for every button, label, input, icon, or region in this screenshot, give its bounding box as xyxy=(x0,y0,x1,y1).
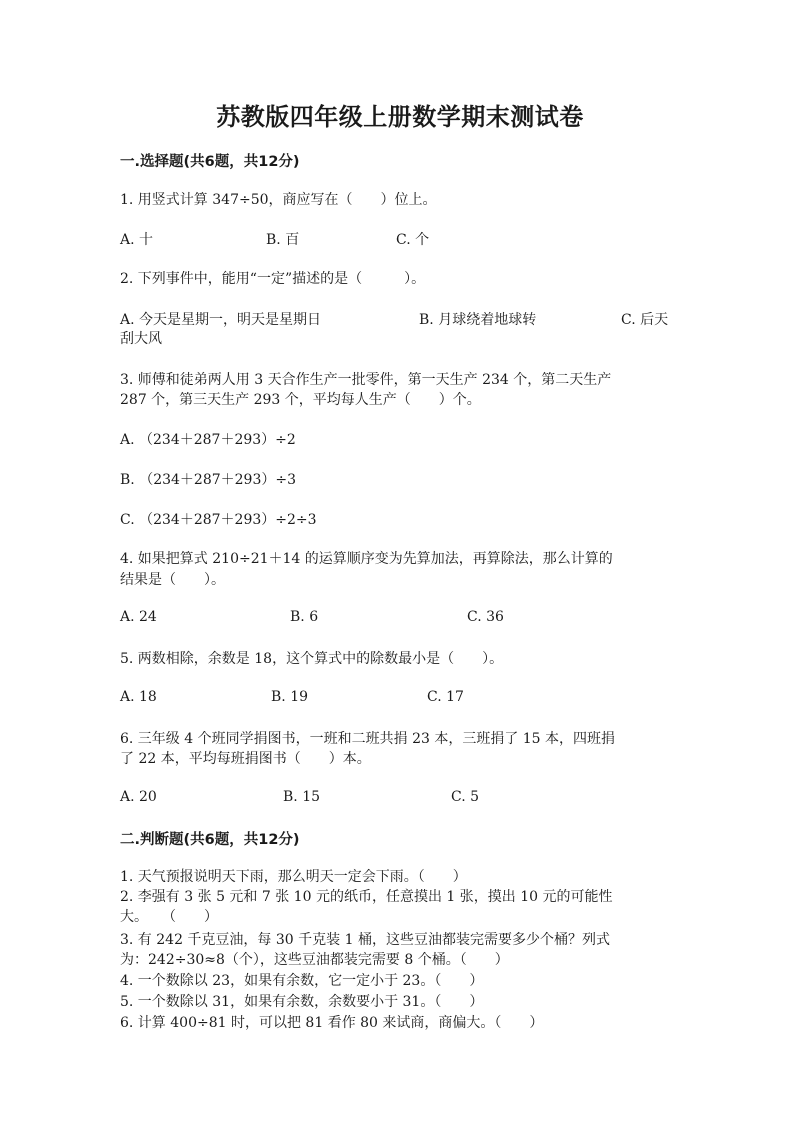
question-2-text: 2. 下列事件中，能用“一定”描述的是（ ）。 xyxy=(120,271,426,287)
question-6-text-line-1: 6. 三年级 4 个班同学捐图书，一班和二班共捐 23 本，三班捐了 15 本，四班捐 xyxy=(120,731,616,747)
question-5-text: 5. 两数相除，余数是 18，这个算式中的除数最小是（ ）。 xyxy=(120,651,504,667)
judgement-line-6: 4. 一个数除以 23，如果有余数，它一定小于 23。（ ） xyxy=(120,973,484,989)
question-1-text: 1. 用竖式计算 347÷50，商应写在（ ）位上。 xyxy=(120,192,437,208)
question-5-option-a: A. 18 xyxy=(120,689,157,705)
page-title: 苏教版四年级上册数学期末测试卷 xyxy=(216,102,584,131)
judgement-line-4: 3. 有 242 千克豆油，每 30 千克装 1 桶，这些豆油都装完需要多少个桶？列式 xyxy=(120,932,610,948)
question-4-option-b: B. 6 xyxy=(290,609,319,625)
question-5-option-c: C. 17 xyxy=(427,689,464,705)
judgement-line-7: 5. 一个数除以 31，如果有余数，余数要小于 31。（ ） xyxy=(120,994,484,1010)
question-4-option-c: C. 36 xyxy=(467,609,504,625)
question-3-option-a: A. （234＋287＋293）÷2 xyxy=(120,432,296,448)
question-6-option-c: C. 5 xyxy=(451,789,480,805)
question-1-option-c: C. 个 xyxy=(396,232,430,248)
question-4-option-a: A. 24 xyxy=(120,609,157,625)
question-2-option-b: B. 月球绕着地球转 xyxy=(419,312,537,328)
question-2-option-c-continued: 刮大风 xyxy=(120,331,162,347)
judgement-line-5: 为：242÷30≈8（个），这些豆油都装完需要 8 个桶。（ ） xyxy=(120,952,509,968)
question-2-option-c: C. 后天 xyxy=(621,312,669,328)
judgement-line-8: 6. 计算 400÷81 时，可以把 81 看作 80 来试商，商偏大。（ ） xyxy=(120,1015,544,1031)
question-5-option-b: B. 19 xyxy=(271,689,309,705)
judgement-line-1: 1. 天气预报说明天下雨，那么明天一定会下雨。（ ） xyxy=(120,869,467,885)
section-heading-judgement: 二.判断题(共6题，共12分) xyxy=(120,832,300,848)
question-1-option-b: B. 百 xyxy=(266,232,300,248)
question-3-text-line-2: 287 个，第三天生产 293 个，平均每人生产（ ）个。 xyxy=(120,392,481,408)
question-4-text-line-2: 结果是（ ）。 xyxy=(120,572,225,588)
question-3-text-line-1: 3. 师傅和徒弟两人用 3 天合作生产一批零件，第一天生产 234 个，第二天生产 xyxy=(120,372,612,388)
question-6-text-line-2: 了 22 本，平均每班捐图书（ ）本。 xyxy=(120,751,371,767)
question-3-option-b: B. （234＋287＋293）÷3 xyxy=(120,472,296,488)
question-1-option-a: A. 十 xyxy=(120,232,154,248)
judgement-line-3: 大。 （ ） xyxy=(120,909,218,925)
question-6-option-a: A. 20 xyxy=(120,789,157,805)
section-heading-choice: 一.选择题(共6题，共12分) xyxy=(120,154,300,170)
question-2-option-a: A. 今天是星期一，明天是星期日 xyxy=(120,312,322,328)
judgement-line-2: 2. 李强有 3 张 5 元和 7 张 10 元的纸币，任意摸出 1 张，摸出 10 元的可能性 xyxy=(120,889,613,905)
question-3-option-c: C. （234＋287＋293）÷2÷3 xyxy=(120,512,317,528)
question-4-text-line-1: 4. 如果把算式 210÷21＋14 的运算顺序变为先算加法，再算除法，那么计算的 xyxy=(120,551,613,567)
question-6-option-b: B. 15 xyxy=(283,789,321,805)
